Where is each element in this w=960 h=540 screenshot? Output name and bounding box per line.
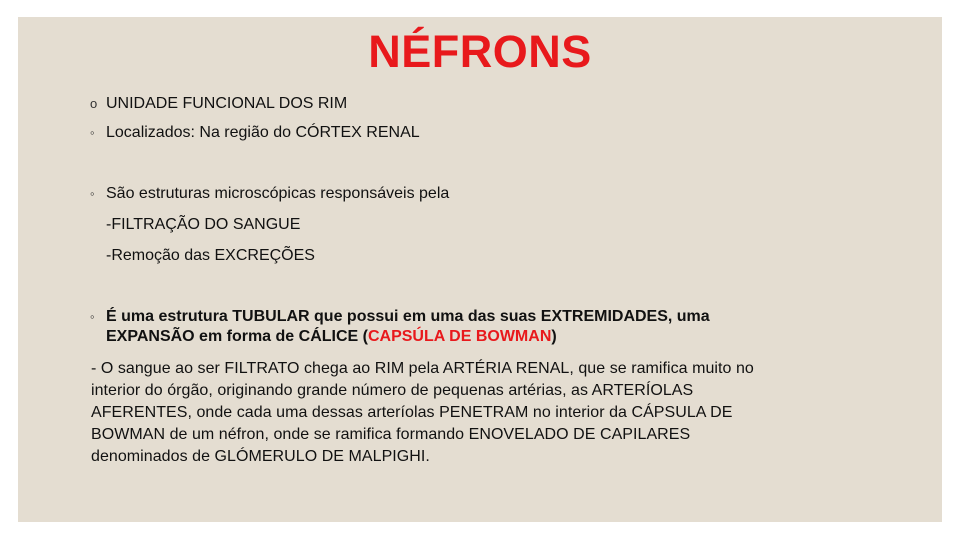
sub-item-filtracao: -FILTRAÇÃO DO SANGUE <box>106 216 301 233</box>
bullet-marker: o <box>90 96 98 111</box>
paragraph-line: - O sangue ao ser FILTRATO chega ao RIM pela ARTÉRIA RENAL, que se ramifica muito no <box>91 360 754 377</box>
bullet-localizados <box>90 123 420 143</box>
bullet-unidade-funcional <box>90 94 347 114</box>
bullet-estrutura-tubular <box>90 307 710 327</box>
bullet-marker: ◦ <box>90 186 95 201</box>
sub-item-remocao: -Remoção das EXCREÇÕES <box>106 247 315 264</box>
paragraph-line: interior do órgão, originando grande número de pequenas artérias, as ARTERÍOLAS <box>91 382 694 399</box>
bullet-estruturas <box>90 184 449 204</box>
paragraph-line: AFERENTES, onde cada uma dessas arteríolas PENETRAM no interior da CÁPSULA DE <box>91 404 733 421</box>
closing-paren: ) <box>551 328 557 345</box>
bullet-text: São estruturas microscópicas responsáveis pela <box>106 185 450 202</box>
expansao-text: EXPANSÃO em forma de CÁLICE ( <box>106 328 368 345</box>
bullet-marker: ◦ <box>90 309 95 324</box>
paragraph-line: BOWMAN de um néfron, onde se ramifica formando ENOVELADO DE CAPILARES <box>91 426 691 443</box>
bullet-marker: ◦ <box>90 125 95 140</box>
slide-title: NÉFRONS <box>368 26 592 77</box>
explanation-paragraph <box>91 358 871 468</box>
paragraph-line: denominados de GLÓMERULO DE MALPIGHI. <box>91 448 430 465</box>
bullet-text: Localizados: Na região do CÓRTEX RENAL <box>106 124 420 141</box>
bullet-text: UNIDADE FUNCIONAL DOS RIM <box>106 95 348 112</box>
bullet-text: É uma estrutura TUBULAR que possui em uma das suas EXTREMIDADES, uma <box>106 308 710 325</box>
capsula-bowman-highlight: CAPSÚLA DE BOWMAN <box>367 328 552 345</box>
bullet-estrutura-tubular-continued <box>106 327 557 347</box>
